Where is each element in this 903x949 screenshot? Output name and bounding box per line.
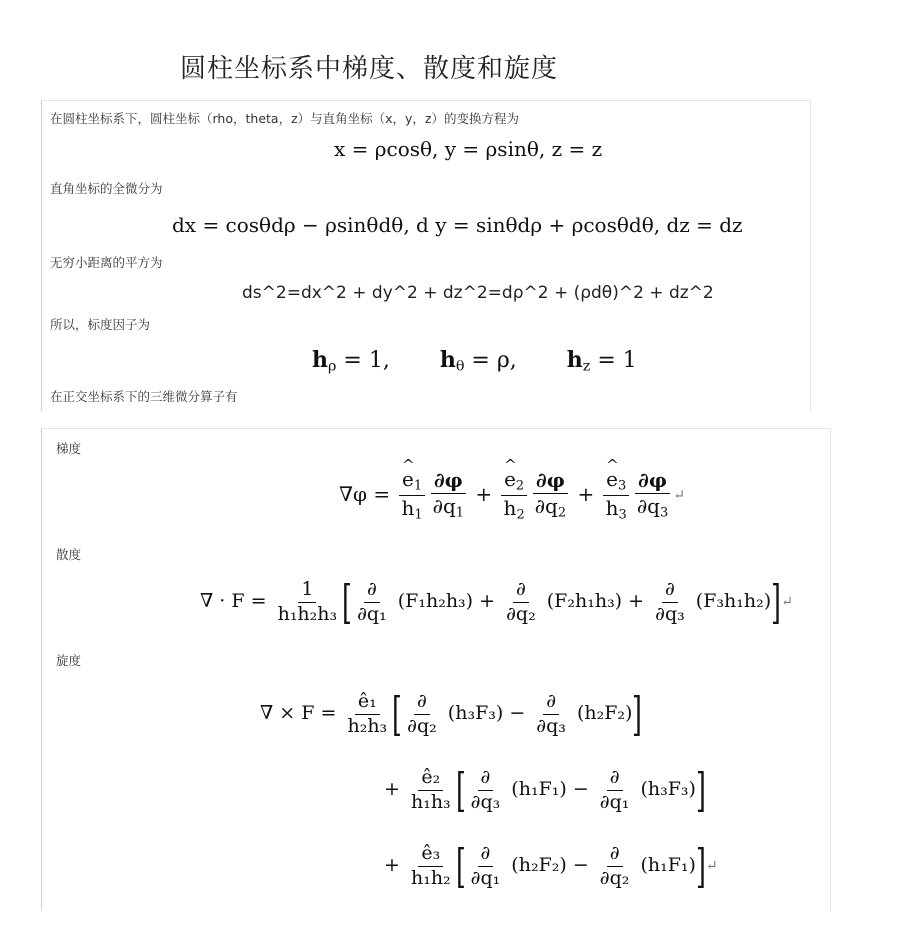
h-theta: $h_\theta = \rho$, bbox=[439, 347, 517, 375]
curl-equation-row-1: ∇ × F = $\frac{\text{ê₁}}{\text{h₂h₃}}$ [ $\frac{\partial}{\text{∂q₂}}$ (h₃F₃) − $\frac{\partial}{\text{∂q₃}}$ (h₂F₂)] bbox=[260, 687, 643, 741]
document-title: 圆柱坐标系中梯度、散度和旋度 bbox=[180, 54, 559, 84]
scale-factor-label: 所以，标度因子为 bbox=[50, 317, 151, 332]
panel-differential-operators bbox=[41, 428, 831, 911]
distance-equation: ds^2=dx^2 + dy^2 + dz^2=dρ^2 + (ρdθ)^2 + dz^2 bbox=[242, 283, 714, 303]
total-diff-equation: dx = cosθdρ − ρsinθdθ, d y = sinθdρ + ρcosθdθ, dz = dz bbox=[172, 213, 743, 237]
h-rho: $h_\rho = 1$, bbox=[312, 347, 390, 375]
gradient-label: 梯度 bbox=[56, 441, 82, 456]
transform-equation: x = ρcosθ, y = ρsinθ, z = z bbox=[334, 137, 603, 161]
divergence-label: 散度 bbox=[56, 547, 82, 562]
curl-equation-row-2: + $\frac{\text{ê₂}}{\text{h₁h₃}}$ [ $\frac{\partial}{\text{∂q₃}}$ (h₁F₁) − $\frac{\partial}{\text{∂q₁}}$ (h₃F₃)] bbox=[384, 763, 706, 817]
gradient-equation: ∇φ = ^ $\frac{e_1}{h_1}$ $\frac{\partial\varphi}{\partial q_1}$ + ^ $\frac{e_2}{h_2}$ $\frac{\partial\varphi}{\partial q_2}$ + ^ $\frac{e_3}{h_3}$ $\frac{\partial\varphi}{\partial q_3}$ ↵ bbox=[339, 469, 685, 522]
scale-factor-equation bbox=[312, 347, 637, 375]
curl-equation-row-3: + $\frac{\text{ê₃}}{\text{h₁h₂}}$ [ $\frac{\partial}{\text{∂q₁}}$ (h₂F₂) − $\frac{\partial}{\text{∂q₂}}$ (h₁F₁)]↵ bbox=[384, 839, 718, 893]
curl-label: 旋度 bbox=[56, 653, 82, 668]
distance-label: 无穷小距离的平方为 bbox=[50, 255, 163, 270]
intro-text: 在圆柱坐标系下，圆柱坐标（rho，theta，z）与直角坐标（x，y，z）的变换方程为 bbox=[50, 111, 519, 126]
total-diff-label: 直角坐标的全微分为 bbox=[50, 181, 163, 196]
divergence-equation: ∇ · F = $\frac{1}{\text{h₁h₂h₃}}$ [ $\frac{\partial}{\text{∂q₁}}$ (F₁h₂h₃) + $\frac{\partial}{\text{∂q₂}}$ (F₂h₁h₃) + $\frac{\partial}{\text{∂q₃}}$ (F₃h₁h₂)]↵ bbox=[200, 575, 793, 629]
operators-label: 在正交坐标系下的三维微分算子有 bbox=[50, 389, 238, 404]
panel-coordinate-transform bbox=[41, 100, 811, 411]
h-z: $h_z = 1$ bbox=[566, 347, 637, 375]
